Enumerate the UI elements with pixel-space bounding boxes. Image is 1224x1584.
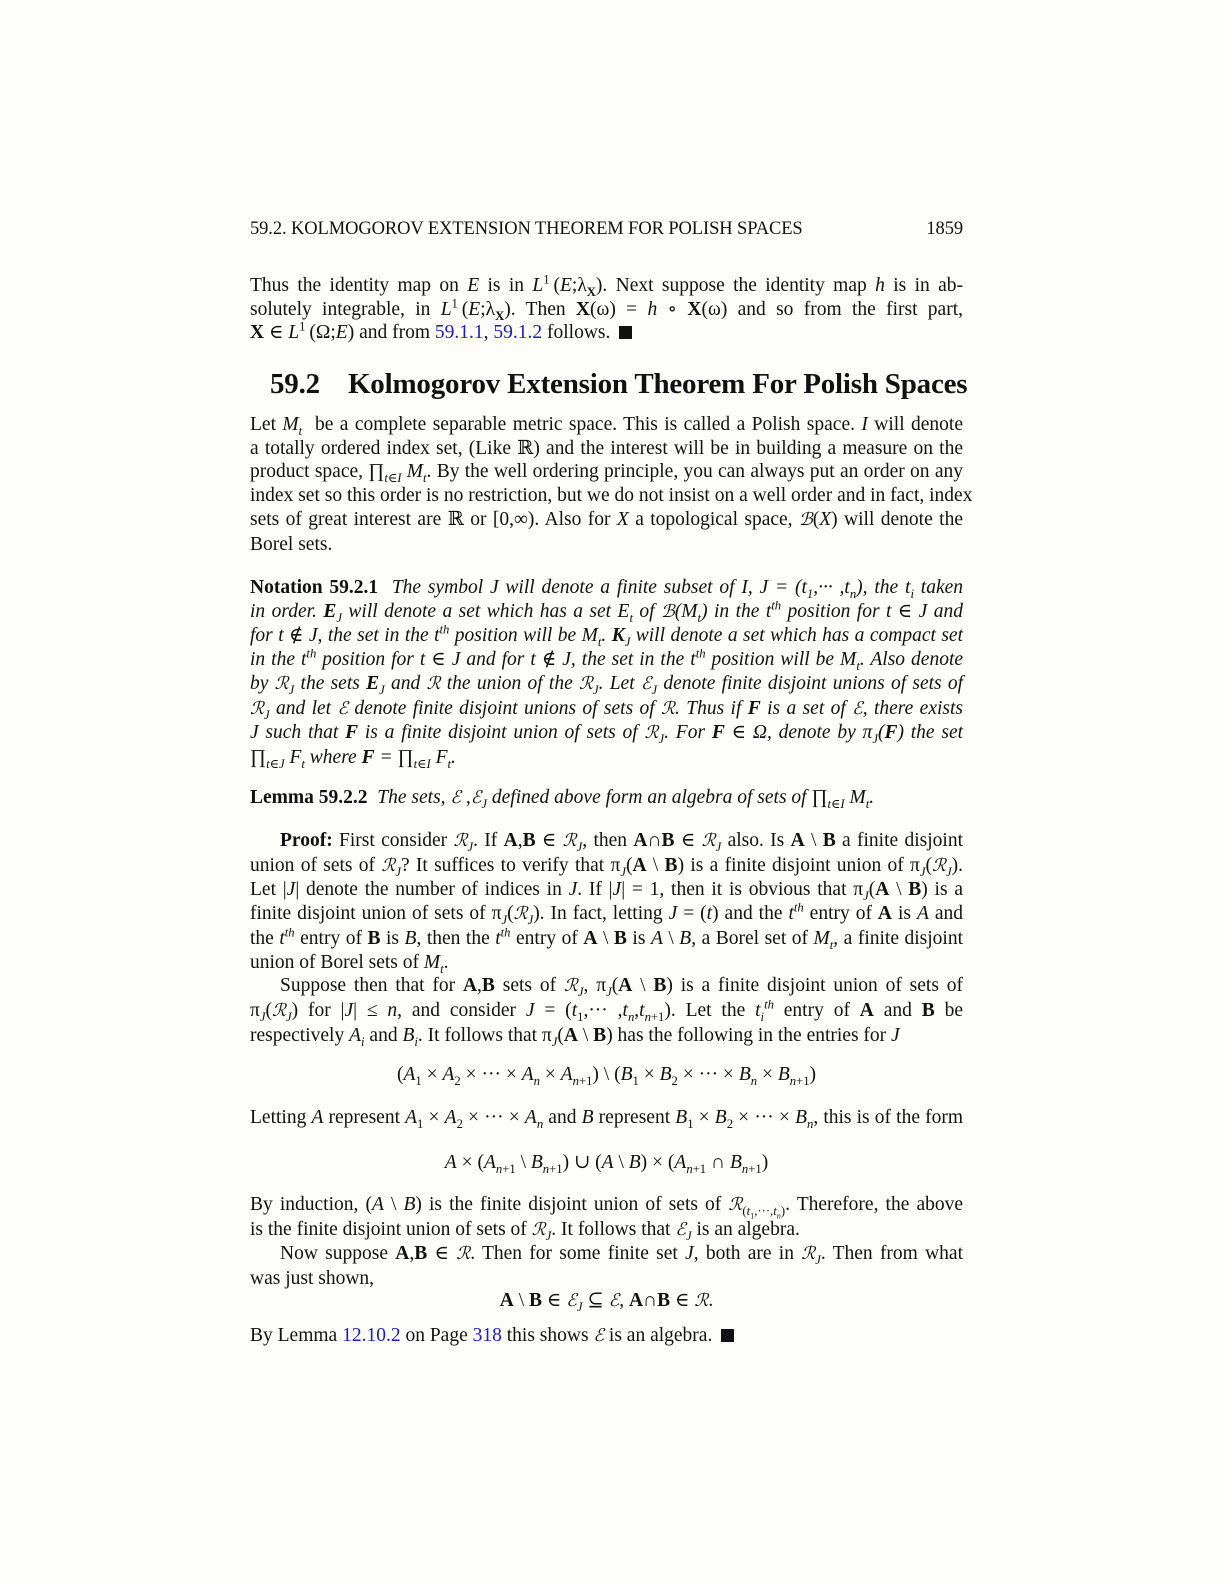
ref-link-59-1-2[interactable]: 59.1.2 bbox=[493, 322, 543, 344]
qed-square-icon bbox=[721, 1329, 734, 1342]
intro-section-paragraph: Let $M_t$ be a complete separable metric space. This is called a Polish space. I will denote a totally ordered index set, (Like ℝ) and the interest will be in building a measure on the product space, $\prod_{t\in I}$ $M_t$. By the well ordering principle, you can always put an order on any index set so this order is no restriction, but we do not insist on a well order and in fact, index sets of great interest are ℝ or [0,∞). Also for X a topological space, ℬ(X) will denote the Borel sets. bbox=[250, 414, 973, 555]
ref-link-page-318[interactable]: 318 bbox=[472, 1325, 502, 1346]
induction-paragraph: By induction, (A \ B) is the finite disjoint union of sets of ℛ$_{(t_1,\cdot\cdot\cdot,t_n)}$. Therefore, the above is the finite disjoint union of sets of ℛ$_J$. It follows that ℰ$_J$ is an algebra. Now suppose A,B ∈ ℛ. Then for some finite set J, both are in ℛ$_J$. Then from what was just shown, bbox=[250, 1194, 964, 1290]
running-header-title: 59.2. KOLMOGOROV EXTENSION THEOREM FOR POLISH SPACES bbox=[250, 219, 803, 239]
lemma-59-2-2: Lemma 59.2.2 The sets, ℰ ,ℰ$_J$ defined above form an algebra of sets of $\prod_{t\in I}$ $M_t$. bbox=[250, 787, 875, 811]
section-title: Kolmogorov Extension Theorem For Polish Spaces bbox=[347, 368, 968, 400]
ref-link-lemma-12-10-2[interactable]: 12.10.2 bbox=[342, 1325, 401, 1346]
display-equation-3: A \ B ∈ ℰ$_J$ ⊆ ℰ, A∩B ∈ ℛ. bbox=[499, 1290, 714, 1314]
notation-label: Notation 59.2.1 bbox=[250, 577, 379, 598]
proof-label: Proof: bbox=[280, 830, 333, 851]
qed-square-icon bbox=[619, 326, 632, 339]
ref-link-59-1-1[interactable]: 59.1.1 bbox=[434, 322, 484, 344]
page-number: 1859 bbox=[926, 219, 963, 239]
intro-paragraph: Thus the identity map on E is in $L^1$ $(E;\lambda_X)$. Next suppose the identity map h is in ab- solutely integrable, in $L^1$ $(E;\lambda_X)$. Then X(ω) = h ∘ X(ω) and so from the first part, X ∈ $L^1$ (Ω;E) and from 59.1.1, 59.1.2 follows. bbox=[250, 272, 963, 344]
display-equation-2: $A \times (A_{n+1}$ \ $B_{n+1}$) ∪ (A \ $B) \times (A_{n+1}$ ∩ $B_{n+1}$) bbox=[444, 1152, 769, 1176]
final-mid: on Page bbox=[405, 1325, 468, 1346]
section-heading bbox=[270, 368, 967, 401]
section-number: 59.2 bbox=[270, 368, 320, 400]
notation-59-2-1: Notation 59.2.1 The symbol J will denote a finite subset of I, $J = (t_1,\cdot\cdot\cdot ,t_n)$, the $t_i$ taken in order. $E_J$ will denote a set which has a set $E_t$ of $ℬ(M_t)$ in the $t^{th}$ position for t ∈ J and for t ∉ J, the set in the $t^{th}$ position will be $M_t$. $K_J$ will denote a set which has a compact set in the $t^{th}$ position for t ∈ J and for t ∉ J, the set in the $t^{th}$ position will be $M_t$. Also denote by ℛ$_J$ the sets $E_J$ and ℛ the union of the ℛ$_J$. Let ℰ$_J$ denote finite disjoint unions of sets of ℛ$_J$ and let ℰ denote finite disjoint unions of sets of ℛ. Thus if F is a set of ℰ, there exists J such that F is a finite disjoint union of sets of ℛ$_J$. For F ∈ Ω, denote by $\pi_J(F)$ the set $\prod_{t\in J}$ $F_t$ where $F = \prod_{t\in I}$ $F_t$. bbox=[250, 577, 964, 771]
running-header bbox=[250, 219, 963, 240]
final-line: By Lemma 12.10.2 on Page 318 this shows ℰ is an algebra. bbox=[250, 1324, 963, 1349]
proof-paragraph: Proof: First consider ℛ$_J$. If A,B ∈ ℛ$_J$, then A∩B ∈ ℛ$_J$ also. Is A \ B a finite disjoint union of sets of ℛ$_J$? It suffices to verify that $\pi_J(A$ \ B) is a finite disjoint union of $\pi_J(ℛ_J)$. Let |J| denote the number of indices in J. If |J| = 1, then it is obvious that $\pi_J(A$ \ B) is a finite disjoint union of sets of $\pi_J(ℛ_J)$. In fact, letting J = (t) and the $t^{th}$ entry of A is A and the $t^{th}$ entry of B is B, then the $t^{th}$ entry of A \ B is A \ B, a Borel set of $M_t$, a finite disjoint union of Borel sets of $M_t$. Suppose then that for A,B sets of ℛ$_J$, $\pi_J(A$ \ B) is a finite disjoint union of sets of $\pi_J(ℛ_J)$ for |J| ≤ n, and consider $J = (t_1,\cdot\cdot\cdot ,t_n,t_{n+1})$. Let the $t_i^{th}$ entry of A and B be respectively $A_i$ and $B_i$. It follows that $\pi_J(A$ \ B) has the following in the entries for J bbox=[250, 830, 964, 1049]
display-equation-1: ($A_1 \times A_2$ × ··· × $A_n \times A_{n+1}$) \ ($B_1 \times B_2$ × ··· × $B_n \times B_{n+1}$) bbox=[396, 1064, 817, 1088]
letting-line: Letting A represent $A_1 \times A_2$ × ··· × $A_n$ and B represent $B_1 \times B_2$ × ··· × $B_n$, this is of the form bbox=[250, 1107, 964, 1131]
final-prefix: By Lemma bbox=[250, 1325, 338, 1346]
lemma-label: Lemma 59.2.2 bbox=[250, 787, 368, 808]
